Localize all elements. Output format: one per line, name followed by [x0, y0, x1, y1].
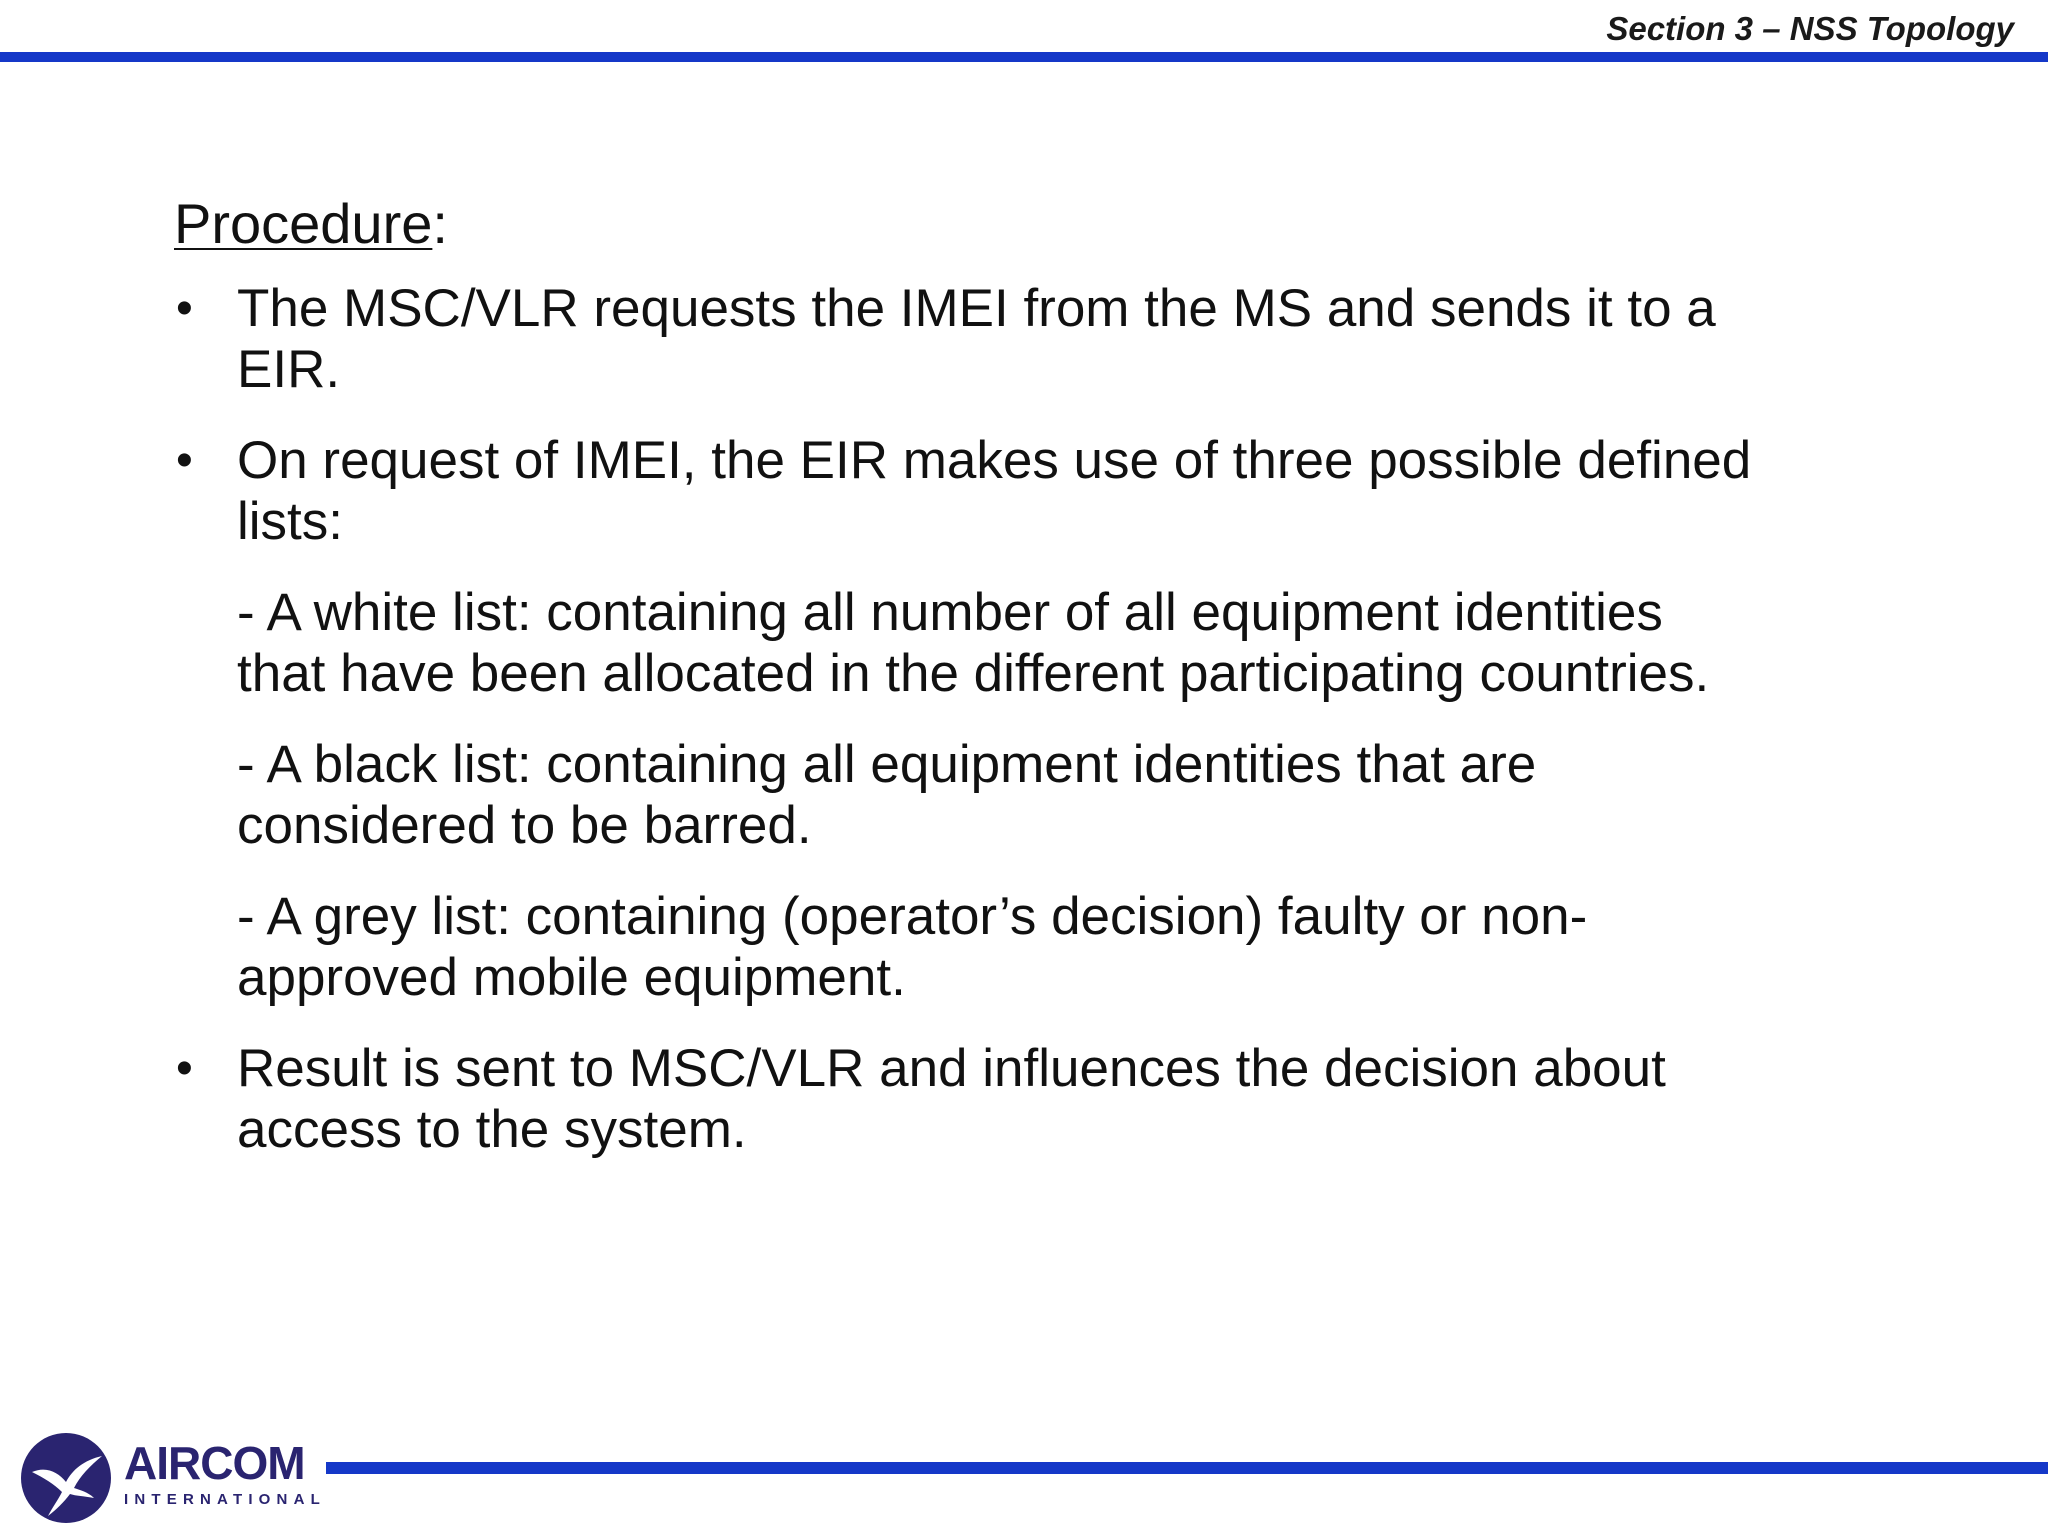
bullet-text-line: EIR. [237, 340, 341, 399]
subitem-text-line: - A black list: containing all equipment identities that are [237, 735, 1537, 794]
bullet-text-line: The MSC/VLR requests the IMEI from the MS and sends it to a [237, 279, 1716, 338]
subitem-text-line: approved mobile equipment. [237, 948, 906, 1007]
logo-wordmark: AIRCOM [124, 1437, 305, 1489]
black-list-item [174, 734, 1874, 856]
procedure-heading-colon: : [432, 192, 448, 255]
logo-subtitle: INTERNATIONAL [124, 1491, 326, 1508]
header-divider [0, 52, 2048, 62]
bullet-dot: • [176, 282, 193, 335]
bullet-dot: • [176, 434, 193, 487]
bird-in-circle-icon [20, 1432, 112, 1524]
bullet-text-line: access to the system. [237, 1100, 747, 1159]
subitem-text-line: that have been allocated in the different participating countries. [237, 644, 1710, 703]
bullet-dot: • [176, 1042, 193, 1095]
bullet-request-imei [174, 278, 1874, 400]
bullet-eir-lists [174, 430, 1874, 552]
bullet-text-line: lists: [237, 492, 343, 551]
procedure-heading [174, 192, 1874, 256]
section-title: Section 3 – NSS Topology [1606, 10, 2014, 47]
bullet-text-line: On request of IMEI, the EIR makes use of three possible defined [237, 431, 1752, 490]
bullet-result [174, 1038, 1874, 1160]
procedure-heading-text: Procedure [174, 192, 433, 255]
subitem-text-line: - A grey list: containing (operator’s decision) faulty or non- [237, 887, 1588, 946]
subitem-text-line: - A white list: containing all number of all equipment identities [237, 583, 1663, 642]
subitem-text-line: considered to be barred. [237, 796, 812, 855]
slide-body [174, 192, 1874, 1190]
grey-list-item [174, 886, 1874, 1008]
aircom-logo [20, 1432, 326, 1526]
bullet-text-line: Result is sent to MSC/VLR and influences the decision about [237, 1039, 1666, 1098]
white-list-item [174, 582, 1874, 704]
footer-divider [326, 1462, 2048, 1474]
